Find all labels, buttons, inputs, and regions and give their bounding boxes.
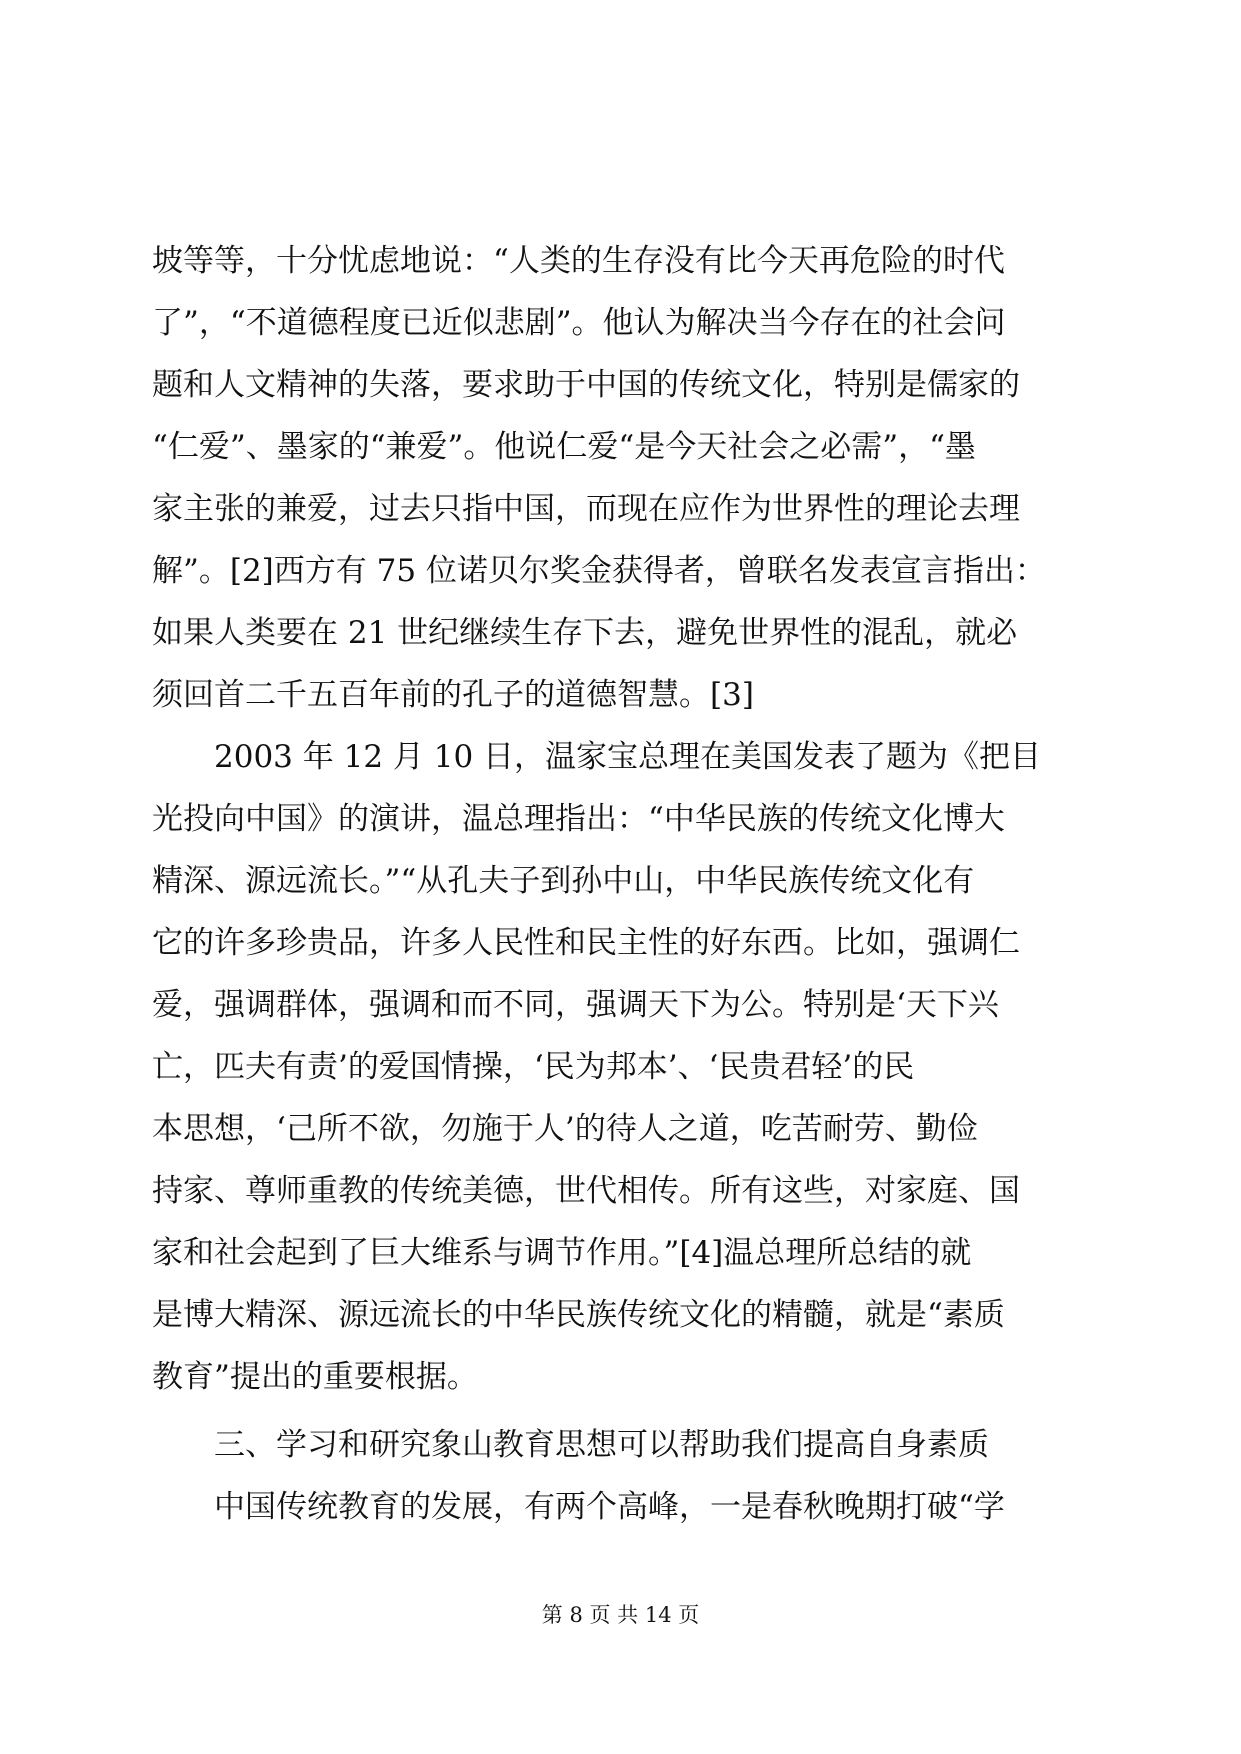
- text-line: 教育”提出的重要根据。: [152, 1359, 478, 1395]
- text-line: 题和人文精神的失落，要求助于中国的传统文化，特别是儒家的: [152, 367, 1020, 403]
- text-line: 须回首二千五百年前的孔子的道德智慧。[3]: [152, 677, 754, 713]
- text-line: 本思想，‘己所不欲，勿施于人’的待人之道，吃苦耐劳、勤俭: [152, 1111, 978, 1147]
- text-line: 了”，“不道德程度已近似悲剧”。他认为解决当今存在的社会问: [152, 305, 1006, 341]
- text-line: 2003 年 12 月 10 日，温家宝总理在美国发表了题为《把目: [152, 739, 1042, 775]
- text-line: 是博大精深、源远流长的中华民族传统文化的精髓，就是“素质: [152, 1297, 1005, 1333]
- text-line: 家主张的兼爱，过去只指中国，而现在应作为世界性的理论去理: [152, 491, 1020, 527]
- text-line: 家和社会起到了巨大维系与调节作用。”[4]温总理所总结的就: [152, 1235, 972, 1271]
- page-number-footer: 第 8 页 共 14 页: [541, 1603, 700, 1627]
- text-line: 亡，匹夫有责’的爱国情操，‘民为邦本’、‘民贵君轻’的民: [152, 1049, 915, 1085]
- text-line: 爱，强调群体，强调和而不同，强调天下为公。特别是‘天下兴: [152, 987, 999, 1023]
- text-line: 如果人类要在 21 世纪继续生存下去，避免世界性的混乱，就必: [152, 615, 1018, 651]
- text-line: 解”。[2]西方有 75 位诺贝尔奖金获得者，曾联名发表宣言指出：: [152, 553, 1046, 589]
- text-line: 光投向中国》的演讲，温总理指出：“中华民族的传统文化博大: [152, 801, 1005, 837]
- body-text: [152, 230, 1082, 1538]
- text-line: 坡等等，十分忧虑地说：“人类的生存没有比今天再危险的时代: [152, 243, 1005, 279]
- text-line: 精深、源远流长。”“从孔夫子到孙中山，中华民族传统文化有: [152, 863, 975, 899]
- text-line: 它的许多珍贵品，许多人民性和民主性的好东西。比如，强调仁: [152, 925, 1020, 961]
- text-line: “仁爱”、墨家的“兼爱”。他说仁爱“是今天社会之必需”，“墨: [152, 429, 976, 465]
- text-line: 持家、尊师重教的传统美德，世代相传。所有这些，对家庭、国: [152, 1173, 1020, 1209]
- text-line: 中国传统教育的发展，有两个高峰，一是春秋晚期打破“学: [152, 1489, 1005, 1525]
- section-heading: 三、学习和研究象山教育思想可以帮助我们提高自身素质: [152, 1427, 989, 1463]
